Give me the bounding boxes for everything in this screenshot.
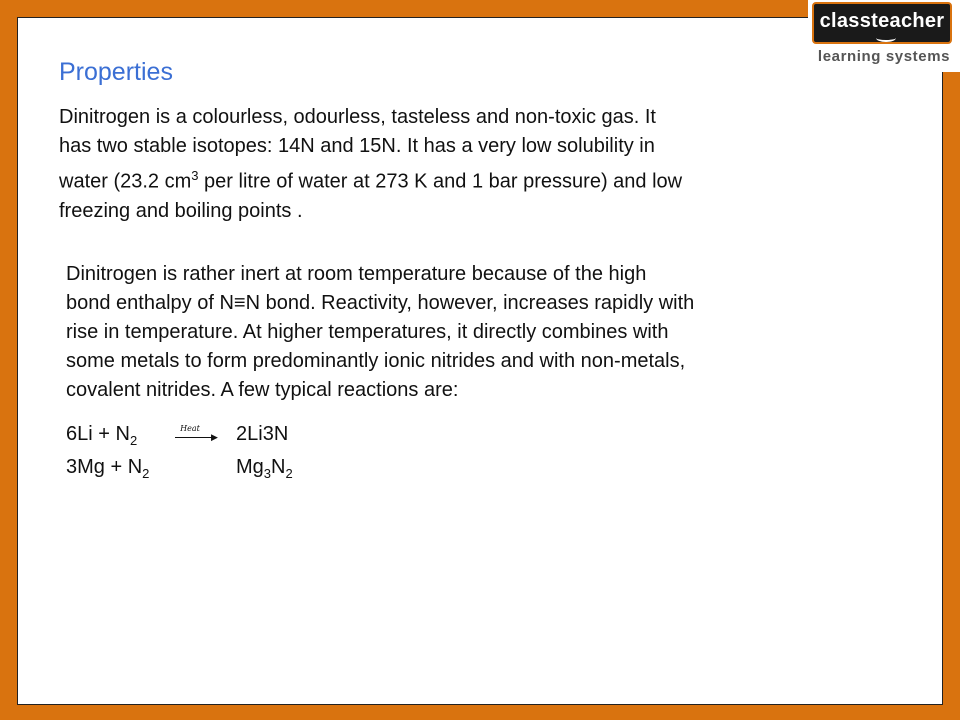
arrow-label: Heat <box>180 424 200 433</box>
reaction-arrow <box>175 424 219 442</box>
slide-title: Properties <box>59 58 173 86</box>
subscript: 3 <box>263 466 272 481</box>
classteacher-logo <box>808 0 960 72</box>
paragraph-line: rise in temperature. At higher temperatures, it directly combines with <box>66 321 669 343</box>
text-run: per litre of water at 273 K and 1 bar pressure) and low <box>198 170 683 193</box>
reaction-1-reactants <box>66 423 137 448</box>
paragraph-line: Dinitrogen is a colourless, odourless, tasteless and non-toxic gas. It <box>59 106 656 128</box>
paragraph-line: Dinitrogen is rather inert at room temperature because of the high <box>66 263 647 285</box>
text-run: water (23.2 cm <box>59 170 192 193</box>
paragraph-line: freezing and boiling points . <box>59 199 303 222</box>
arrow-shaft <box>175 437 213 438</box>
paragraph-line: some metals to form predominantly ionic nitrides and with non-metals, <box>66 350 686 372</box>
paragraph-properties <box>59 103 899 226</box>
superscript: 3 <box>191 168 199 183</box>
reaction-1-products: 2Li3N <box>236 423 289 445</box>
paragraph-reactivity <box>66 260 926 405</box>
logo-name: classteacher <box>819 10 945 32</box>
reaction-2-reactants <box>66 456 149 481</box>
text-run: 3Mg + N <box>66 456 143 478</box>
logo-badge <box>812 2 952 44</box>
subscript: 2 <box>285 466 293 481</box>
text-run: Mg <box>236 456 264 478</box>
arrow-right-icon: ▶ <box>211 432 218 442</box>
paragraph-line: bond enthalpy of N≡N bond. Reactivity, however, increases rapidly with <box>66 292 695 314</box>
subscript: 2 <box>142 466 150 481</box>
logo-swoosh-icon <box>876 34 896 42</box>
paragraph-line: covalent nitrides. A few typical reactions are: <box>66 379 459 401</box>
reaction-2-products <box>236 456 293 481</box>
text-run: 6Li + N <box>66 423 130 445</box>
text-run: N <box>271 456 286 478</box>
subscript: 2 <box>129 433 138 448</box>
paragraph-line: has two stable isotopes: 14N and 15N. It has a very low solubility in <box>59 135 655 157</box>
logo-tagline: learning systems <box>817 48 951 65</box>
paragraph-line <box>59 161 899 197</box>
